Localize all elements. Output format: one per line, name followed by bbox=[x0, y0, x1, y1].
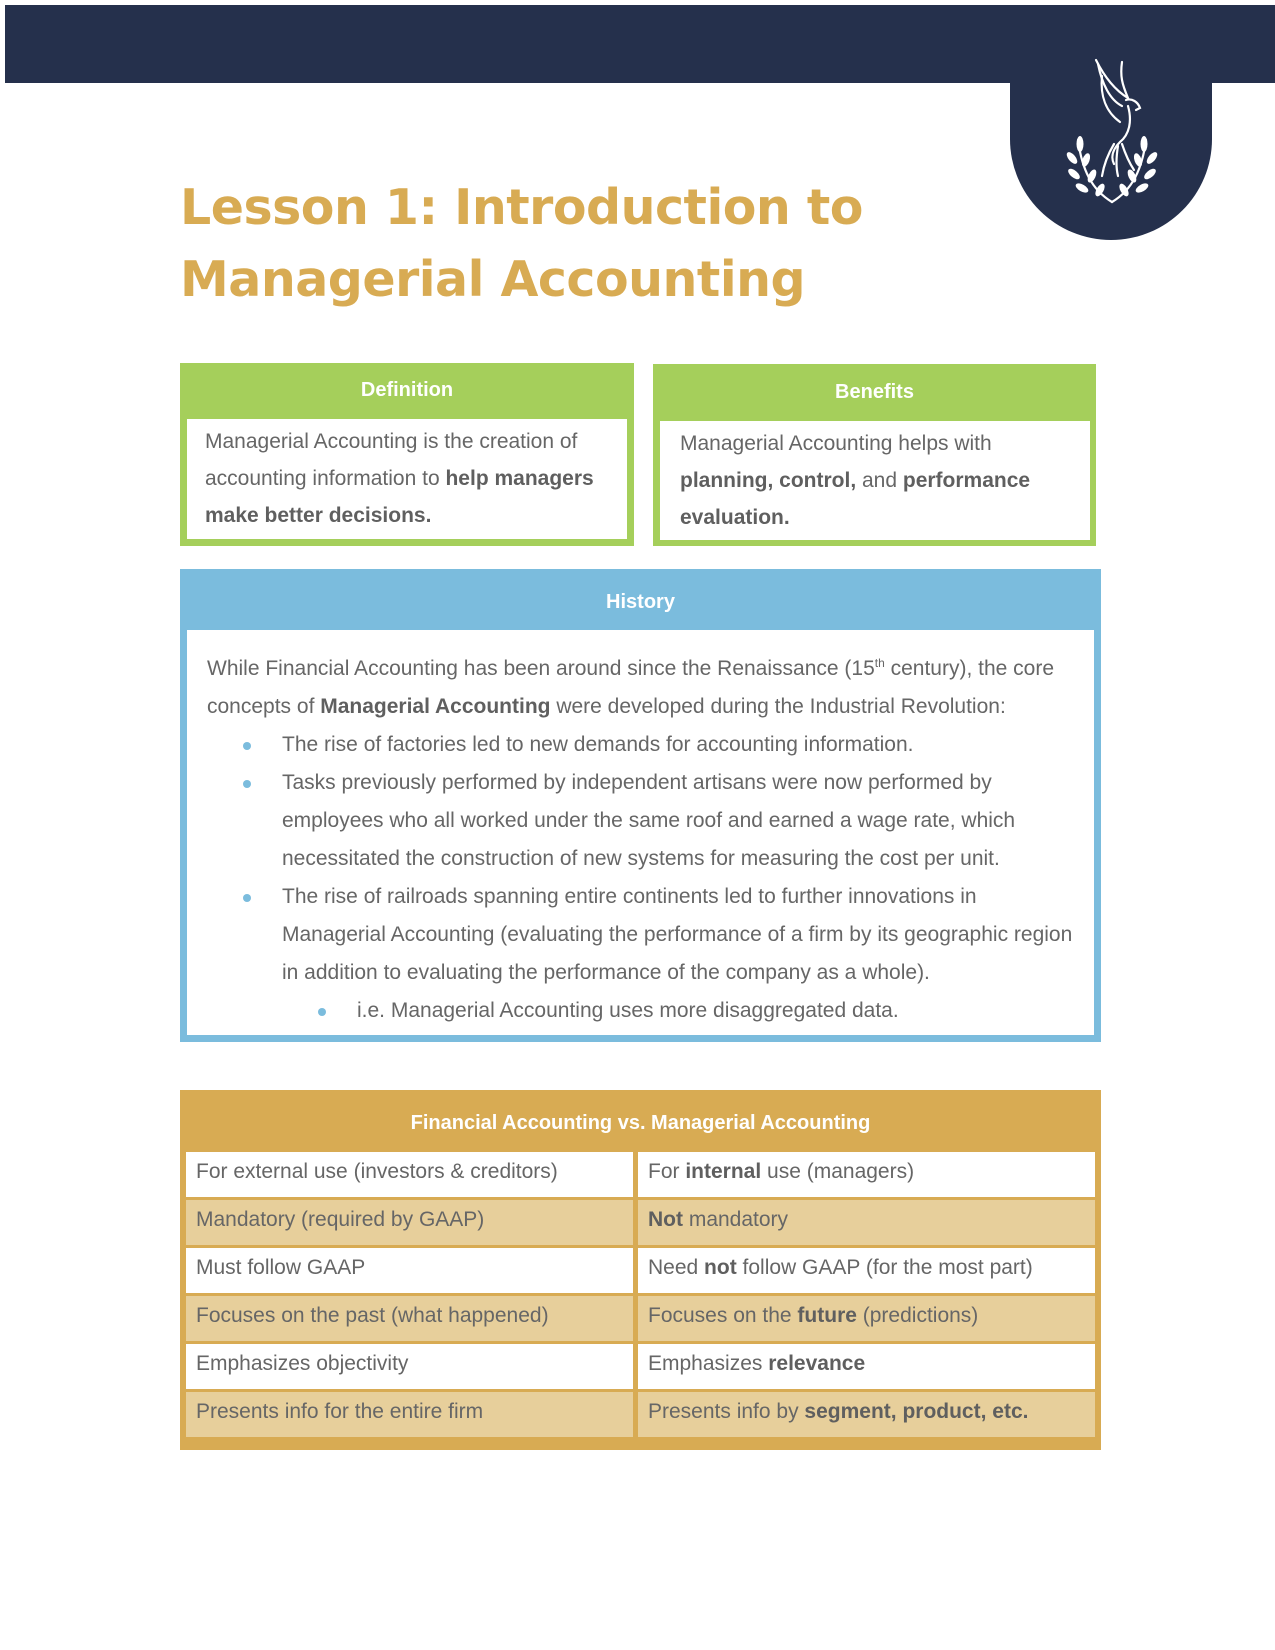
table-row bbox=[186, 1296, 1095, 1344]
benefits-text-plain: and bbox=[856, 469, 903, 492]
definition-text bbox=[187, 419, 627, 539]
benefits-heading: Benefits bbox=[835, 381, 914, 403]
definition-text-bold: help managers make better decisions. bbox=[205, 467, 594, 527]
table-row bbox=[186, 1392, 1095, 1440]
table-row bbox=[186, 1152, 1095, 1200]
cell-text: Presents info by bbox=[648, 1400, 805, 1423]
title-line-1: Lesson 1: Introduction to bbox=[180, 179, 863, 236]
history-intro bbox=[207, 650, 1074, 726]
definition-box bbox=[180, 363, 634, 546]
cell-text-bold: internal bbox=[685, 1160, 762, 1183]
table-row bbox=[186, 1200, 1095, 1248]
cell-text-bold: relevance bbox=[768, 1352, 866, 1375]
crest-badge bbox=[1010, 40, 1212, 240]
comparison-rows bbox=[186, 1152, 1095, 1440]
list-item: The rise of factories led to new demands for accounting information. bbox=[207, 726, 1074, 764]
list-item: The rise of railroads spanning entire continents led to further innovations in Managerial Accounting (evaluating the performance of a firm by its geographic region in addition to evaluating the performance of the company as a whole). bbox=[207, 878, 1074, 992]
cell-text: Focuses on the bbox=[648, 1304, 798, 1327]
history-bullet-list bbox=[207, 726, 1074, 1030]
financial-cell: Mandatory (required by GAAP) bbox=[186, 1200, 638, 1245]
benefits-text-plain: Managerial Accounting helps with bbox=[680, 432, 992, 455]
cell-text: (predictions) bbox=[856, 1304, 979, 1327]
comparison-table bbox=[180, 1090, 1101, 1450]
financial-cell: Must follow GAAP bbox=[186, 1248, 638, 1293]
cell-text: mandatory bbox=[683, 1208, 789, 1231]
cell-text-bold: future bbox=[797, 1304, 857, 1327]
managerial-cell bbox=[638, 1200, 1095, 1245]
history-content bbox=[187, 630, 1094, 1035]
page-title bbox=[180, 172, 880, 316]
managerial-cell bbox=[638, 1248, 1095, 1293]
benefits-text-bold: performance evaluation. bbox=[680, 469, 1031, 529]
history-intro-bold: Managerial Accounting bbox=[320, 695, 551, 718]
financial-cell: For external use (investors & creditors) bbox=[186, 1152, 638, 1197]
history-intro-text: were developed during the Industrial Revolution: bbox=[550, 695, 1006, 718]
cell-text: follow GAAP (for the most part) bbox=[736, 1256, 1033, 1279]
cell-text-bold: not bbox=[704, 1256, 737, 1279]
managerial-cell bbox=[638, 1392, 1095, 1437]
cell-text: Emphasizes bbox=[648, 1352, 769, 1375]
history-intro-text: century), the core concepts of bbox=[207, 657, 1055, 718]
list-item: Tasks previously performed by independent artisans were now performed by employees who all worked under the same roof and earned a wage rate, which necessitated the construction of new systems for measuring the cost per unit. bbox=[207, 764, 1074, 878]
financial-cell: Presents info for the entire firm bbox=[186, 1392, 638, 1437]
benefits-text-bold: planning, control, bbox=[680, 469, 857, 492]
definition-text-plain: Managerial Accounting is the creation of accounting information to bbox=[205, 430, 578, 490]
history-intro-text: While Financial Accounting has been around since the Renaissance (15 bbox=[207, 657, 875, 680]
financial-cell: Emphasizes objectivity bbox=[186, 1344, 638, 1389]
managerial-cell bbox=[638, 1296, 1095, 1341]
benefits-text bbox=[660, 421, 1090, 540]
managerial-cell bbox=[638, 1344, 1095, 1389]
table-row bbox=[186, 1248, 1095, 1296]
table-row bbox=[186, 1344, 1095, 1392]
sub-list-item: i.e. Managerial Accounting uses more disaggregated data. bbox=[207, 992, 1074, 1030]
managerial-cell bbox=[638, 1152, 1095, 1197]
definition-heading: Definition bbox=[360, 379, 454, 401]
benefits-box bbox=[653, 364, 1096, 546]
cell-text-bold: segment, product, etc. bbox=[804, 1400, 1029, 1423]
dove-with-laurel-wreath-icon bbox=[1010, 40, 1212, 240]
cell-text: use (managers) bbox=[761, 1160, 915, 1183]
cell-text-bold: Not bbox=[648, 1208, 683, 1231]
superscript: th bbox=[874, 656, 885, 670]
financial-cell: Focuses on the past (what happened) bbox=[186, 1296, 638, 1341]
cell-text: For bbox=[648, 1160, 686, 1183]
cell-text: Need bbox=[648, 1256, 705, 1279]
history-box bbox=[180, 569, 1101, 1042]
title-line-2: Managerial Accounting bbox=[180, 251, 806, 308]
history-heading: History bbox=[606, 591, 675, 613]
comparison-heading: Financial Accounting vs. Managerial Accounting bbox=[410, 1112, 871, 1134]
